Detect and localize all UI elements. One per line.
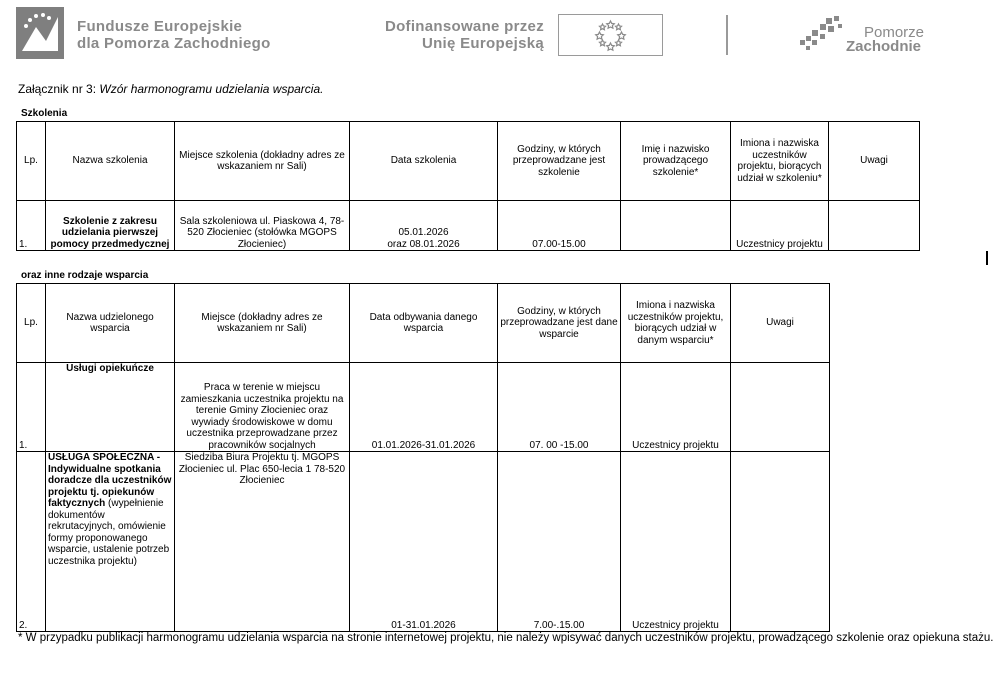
- header-lp: Lp.: [17, 284, 46, 363]
- cofinanced-text: Dofinansowane przez Unię Europejską: [384, 18, 544, 52]
- trainer-cell: [621, 201, 731, 251]
- support-header-row: [17, 284, 830, 363]
- header-training-name: Nazwa szkolenia: [46, 122, 175, 201]
- other-support-table: [16, 283, 830, 632]
- header-notes: Uwagi: [731, 284, 830, 363]
- row-lp: 1.: [17, 363, 46, 452]
- header-trainer-name: Imię i nazwisko prowadzącego szkolenie*: [621, 122, 731, 201]
- support-name-cell: Usługi opiekuńcze: [46, 363, 175, 452]
- table-row: [17, 363, 830, 452]
- training-date-cell: 05.01.2026 oraz 08.01.2026: [350, 201, 498, 251]
- notes-cell: [731, 452, 830, 632]
- support-hours-cell: 7.00-.15.00: [498, 452, 621, 632]
- header-support-name: Nazwa udzielonego wsparcia: [46, 284, 175, 363]
- header-training-hours: Godziny, w których przeprowadzane jest szkolenie: [498, 122, 621, 201]
- other-support-section-label: oraz inne rodzaje wsparcia: [21, 270, 149, 281]
- training-hours-cell: 07.00-15.00: [498, 201, 621, 251]
- training-place-cell: Sala szkoleniowa ul. Piaskowa 4, 78-520 Złocieniec (stołówka MGOPS Złocieniec): [175, 201, 350, 251]
- european-funds-logo-text: Fundusze Europejskie dla Pomorza Zachodniego: [77, 18, 271, 52]
- header-training-place: Miejsce szkolenia (dokładny adres ze wskazaniem nr Sali): [175, 122, 350, 201]
- footnote: * W przypadku publikacji harmonogramu udzielania wsparcia na stronie internetowej projektu, nie należy wpisywać danych uczestników projektu, prowadzącego szkolenie oraz opiekuna stażu.: [18, 632, 994, 644]
- header-logo-bar: [0, 0, 1006, 70]
- support-name-cell: USŁUGA SPOŁECZNA - Indywidualne spotkania doradcze dla uczestników projektu tj. opiekunów faktycznych (wypełnienie dokumentów rekrutacyjnych, omówienie formy proponowanego wsparcie, ustalenie potrzeb uczestnika projektu): [46, 452, 175, 632]
- training-section-label: Szkolenia: [21, 108, 68, 119]
- attachment-title: Załącznik nr 3: Wzór harmonogramu udzielania wsparcia.: [18, 82, 324, 96]
- training-table: [16, 121, 920, 251]
- european-funds-logo-icon: [16, 7, 64, 59]
- support-date-cell: 01-31.01.2026: [350, 452, 498, 632]
- header-support-date: Data odbywania danego wsparcia: [350, 284, 498, 363]
- support-date-cell: 01.01.2026-31.01.2026: [350, 363, 498, 452]
- training-name-cell: Szkolenie z zakresu udzielania pierwszej pomocy przedmedycznej: [46, 201, 175, 251]
- participants-cell: Uczestnicy projektu: [731, 201, 829, 251]
- support-place-cell: Praca w terenie w miejscu zamieszkania uczestnika projektu na terenie Gminy Złocieniec oraz wywiady środowiskowe w domu uczestnika przeprowadzane przez pracowników socjalnych: [175, 363, 350, 452]
- header-participants: Imiona i nazwiska uczestników projektu, biorących udział w szkoleniu*: [731, 122, 829, 201]
- support-place-cell: Siedziba Biura Projektu tj. MGOPS Złocieniec ul. Plac 650-lecia 1 78-520 Złocieniec: [175, 452, 350, 632]
- participants-cell: Uczestnicy projektu: [621, 452, 731, 632]
- pomorze-zachodnie-logo-icon: [798, 14, 850, 54]
- participants-cell: Uczestnicy projektu: [621, 363, 731, 452]
- header-support-place: Miejsce (dokładny adres ze wskazaniem nr Sali): [175, 284, 350, 363]
- header-lp: Lp.: [17, 122, 46, 201]
- header-notes: Uwagi: [829, 122, 920, 201]
- text-cursor: [986, 251, 988, 265]
- support-hours-cell: 07. 00 -15.00: [498, 363, 621, 452]
- header-support-hours: Godziny, w których przeprowadzane jest dane wsparcie: [498, 284, 621, 363]
- eu-flag-icon: [558, 14, 663, 56]
- logo-divider: [726, 15, 728, 55]
- notes-cell: [829, 201, 920, 251]
- row-lp: 2.: [17, 452, 46, 632]
- header-participants: Imiona i nazwiska uczestników projektu, biorących udział w danym wsparciu*: [621, 284, 731, 363]
- training-header-row: [17, 122, 920, 201]
- table-row: [17, 201, 920, 251]
- pomorze-zachodnie-logo-text: Pomorze Zachodnie: [846, 24, 925, 55]
- row-lp: 1.: [17, 201, 46, 251]
- header-training-date: Data szkolenia: [350, 122, 498, 201]
- notes-cell: [731, 363, 830, 452]
- table-row: [17, 452, 830, 632]
